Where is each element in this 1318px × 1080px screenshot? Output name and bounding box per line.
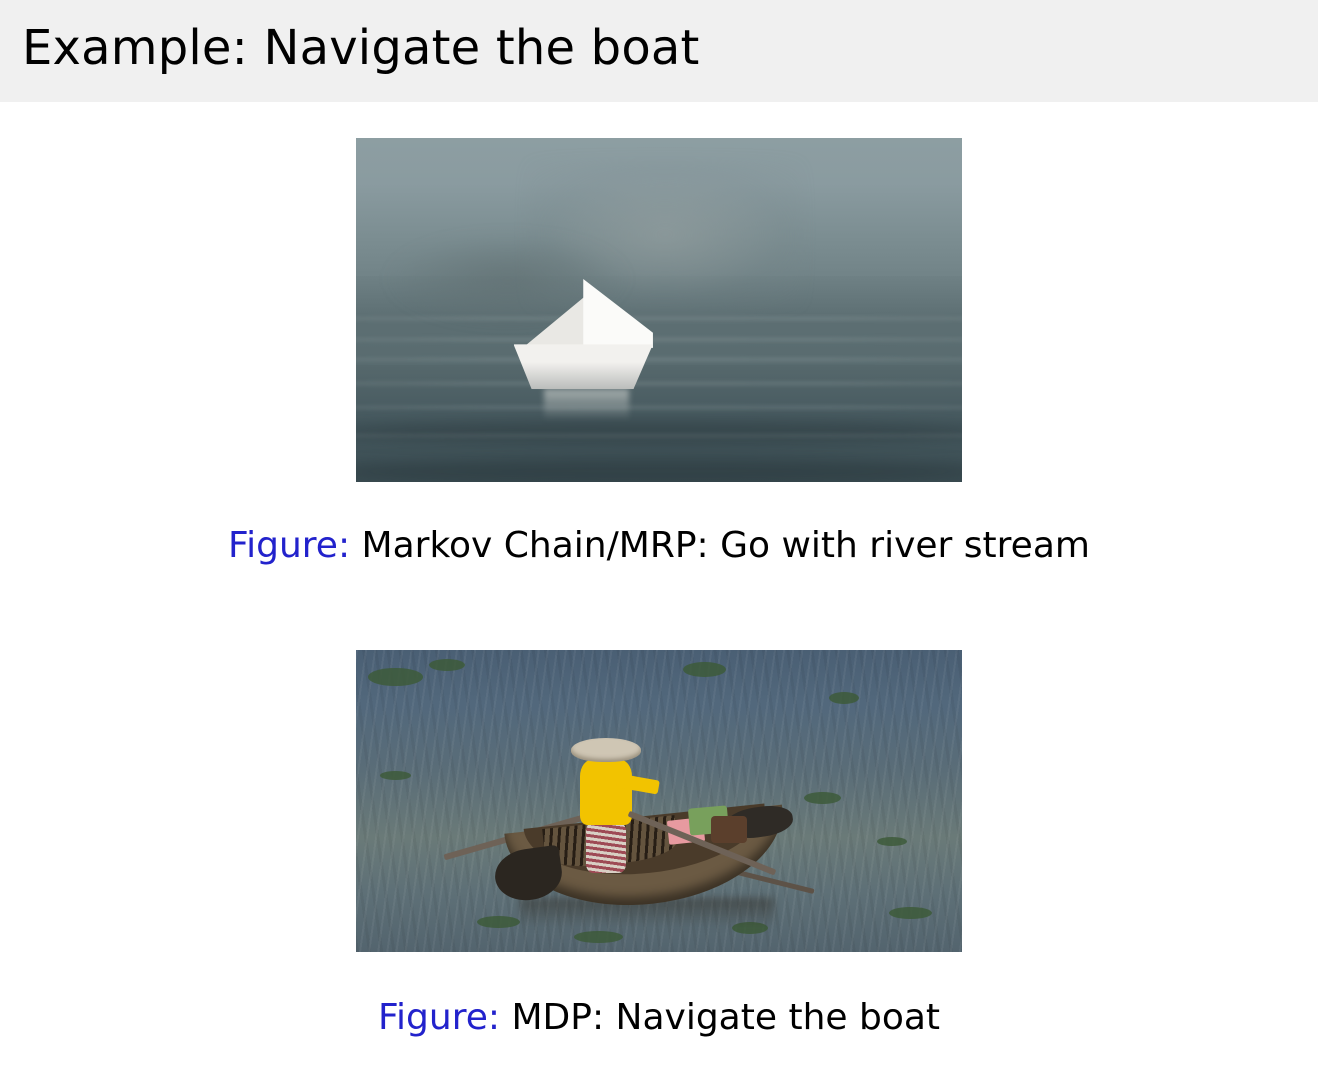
- water-plant: [574, 931, 622, 943]
- figure-image-rowing-boat: [356, 650, 962, 952]
- water-plant: [477, 916, 519, 928]
- figure-caption-text: Markov Chain/MRP: Go with river stream: [361, 525, 1090, 566]
- paper-boat-hull-shading: [514, 344, 653, 389]
- figure-caption-label: Figure:: [377, 997, 501, 1038]
- rower-legs: [586, 822, 625, 873]
- conical-hat: [571, 738, 641, 762]
- water-plant: [683, 662, 725, 677]
- water-ripple-line: [356, 338, 962, 341]
- figure-image-paper-boat: [356, 138, 962, 482]
- figure-caption: [0, 996, 1318, 1040]
- figure-block-markov-chain: [0, 138, 1318, 568]
- cargo-dark-basket: [711, 816, 747, 843]
- water-dark-band: [356, 420, 962, 444]
- water-plant: [889, 907, 931, 919]
- boat-reflection: [544, 389, 629, 420]
- slide-title-bar: [0, 0, 1318, 102]
- page-title: Example: Navigate the boat: [22, 20, 700, 76]
- water-plant: [380, 771, 410, 780]
- figure-caption-label: Figure:: [228, 525, 351, 566]
- water-plant: [368, 668, 423, 686]
- water-dark-band: [356, 458, 962, 482]
- figure-block-mdp: [0, 650, 1318, 1040]
- water-ripple-line: [356, 317, 962, 320]
- figure-caption-text: MDP: Navigate the boat: [511, 997, 941, 1038]
- rower-torso: [580, 759, 632, 825]
- water-plant: [804, 792, 840, 804]
- figure-caption: [0, 524, 1318, 568]
- water-ripple-line: [356, 358, 962, 361]
